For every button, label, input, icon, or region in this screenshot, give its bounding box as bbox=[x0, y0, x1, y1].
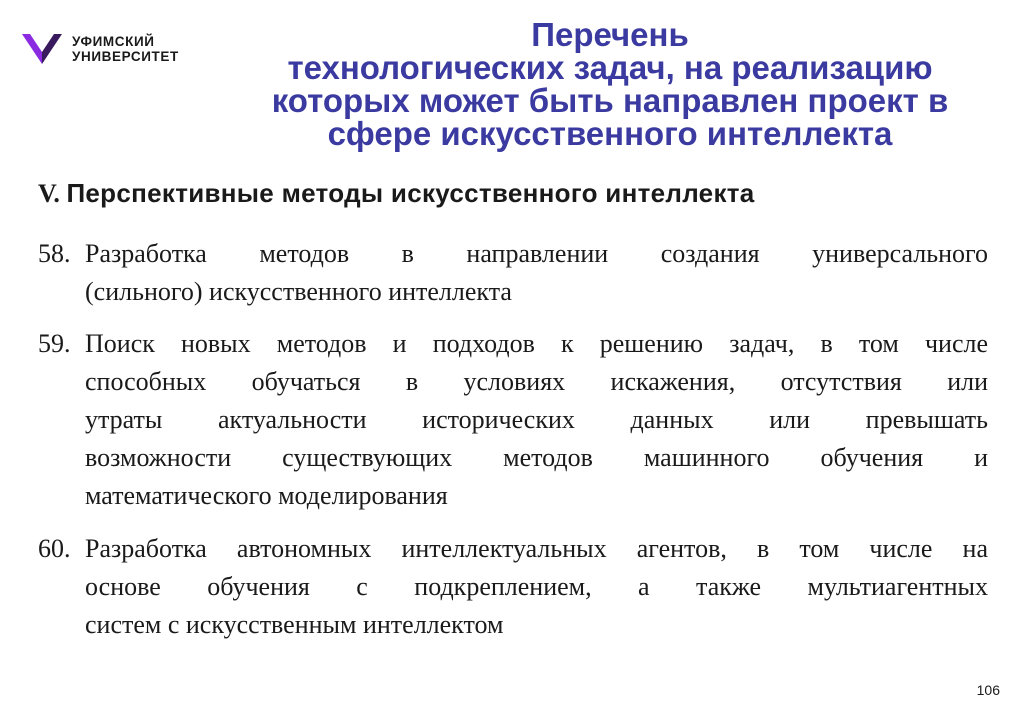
university-logo-icon bbox=[20, 30, 64, 68]
item-number: 59. bbox=[38, 329, 71, 358]
item-line: Разработка автономных интеллектуальных агентов, в том числе на bbox=[85, 534, 988, 563]
item-line: математического моделирования bbox=[85, 481, 448, 510]
title-line: которых может быть направлен проект в bbox=[271, 82, 949, 119]
section-heading bbox=[38, 178, 755, 209]
item-line: утраты актуальности исторических данных или превышать bbox=[85, 405, 988, 434]
item-text bbox=[85, 235, 988, 311]
item-line: систем с искусственным интеллектом bbox=[85, 610, 504, 639]
list-item-59 bbox=[38, 325, 988, 515]
logo-line-2: УНИВЕРСИТЕТ bbox=[72, 49, 179, 64]
page-title bbox=[215, 18, 1005, 150]
item-line: основе обучения с подкреплением, а также мультиагентных bbox=[85, 572, 988, 601]
section-numeral: V. bbox=[38, 179, 60, 208]
page-number: 106 bbox=[976, 682, 1000, 698]
item-line: Поиск новых методов и подходов к решению задач, в том числе bbox=[85, 329, 988, 358]
item-number: 58. bbox=[38, 239, 71, 268]
item-text bbox=[85, 325, 988, 515]
list-item-60 bbox=[38, 530, 988, 644]
item-text bbox=[85, 530, 988, 644]
university-logo-text bbox=[72, 34, 179, 64]
section-label: Перспективные методы искусственного интеллекта bbox=[66, 178, 755, 208]
title-line: Перечень bbox=[531, 16, 689, 53]
logo-line-1: УФИМСКИЙ bbox=[72, 34, 155, 49]
item-line: возможности существующих методов машинного обучения и bbox=[85, 443, 988, 472]
title-line: технологических задач, на реализацию bbox=[287, 49, 933, 86]
item-line: способных обучаться в условиях искажения, отсутствия или bbox=[85, 367, 988, 396]
item-number: 60. bbox=[38, 534, 71, 563]
item-line: (сильного) искусственного интеллекта bbox=[85, 277, 512, 306]
university-logo bbox=[20, 30, 179, 68]
item-line: Разработка методов в направлении создания универсального bbox=[85, 239, 988, 268]
list-item-58 bbox=[38, 235, 988, 311]
title-line: сфере искусственного интеллекта bbox=[327, 115, 893, 152]
